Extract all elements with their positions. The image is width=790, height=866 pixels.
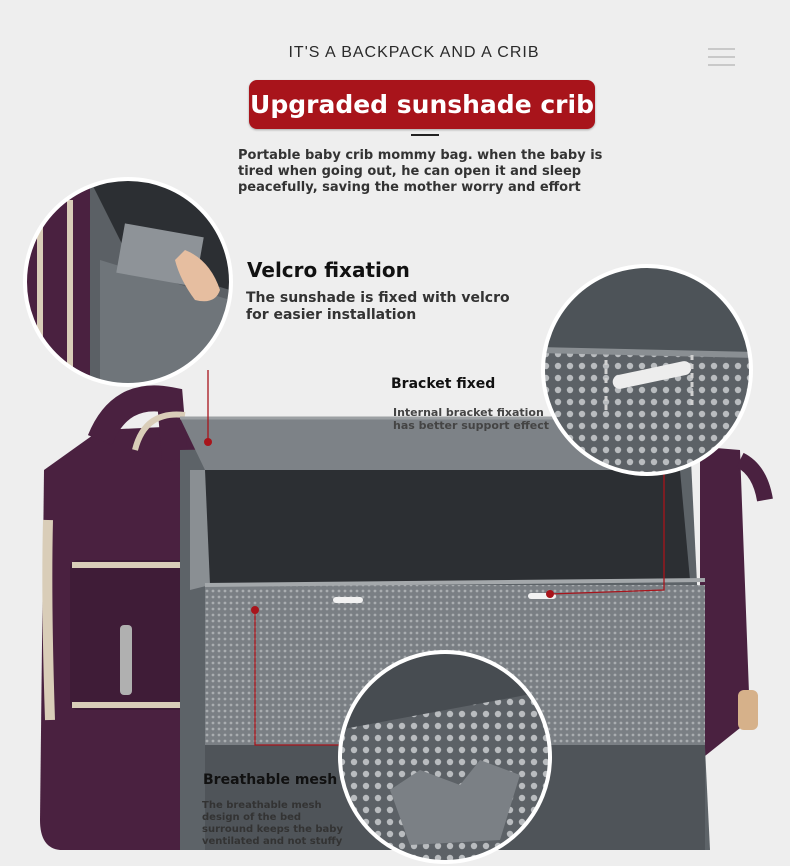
menu-line-icon <box>708 48 735 50</box>
menu-line-icon <box>708 64 735 66</box>
intro-text: Portable baby crib mommy bag. when the baby is tired when going out, he can open it and sleep peacefully, saving the mother worry and effort <box>238 148 603 195</box>
velcro-desc: The sunshade is fixed with velcro for easier installation <box>246 290 510 323</box>
mesh-desc: The breathable mesh design of the bed surround keeps the baby ventilated and not stuffy <box>202 800 343 847</box>
banner-title: Upgraded sunshade crib <box>249 80 595 129</box>
kicker-title: IT'S A BACKPACK AND A CRIB <box>288 44 540 61</box>
bracket-desc: Internal bracket fixation has better support effect <box>393 406 550 432</box>
title-underline <box>411 134 439 136</box>
velcro-title: Velcro fixation <box>247 258 410 282</box>
menu-icon[interactable] <box>708 48 735 68</box>
bracket-title: Bracket fixed <box>391 376 496 392</box>
zipper-pull-icon <box>120 625 132 695</box>
menu-line-icon <box>708 56 735 58</box>
velcro-detail-zoom <box>20 175 240 395</box>
mesh-title: Breathable mesh <box>203 772 338 788</box>
